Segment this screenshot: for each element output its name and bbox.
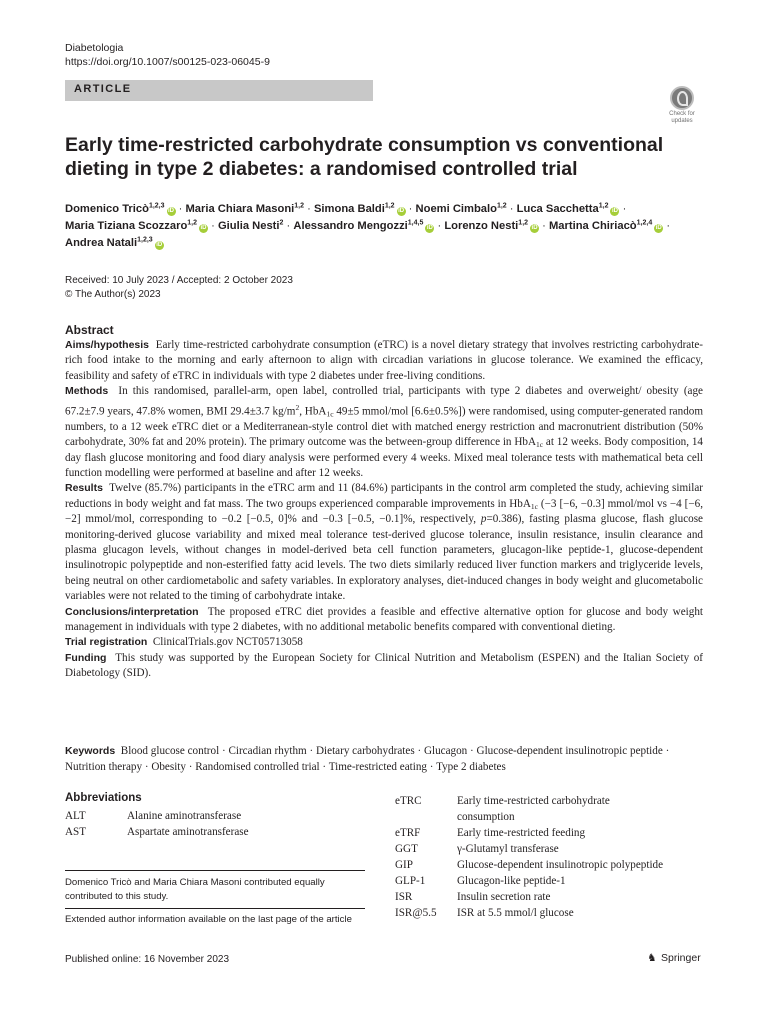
author[interactable] <box>444 220 539 232</box>
abbreviation-definition: Early time-restricted feeding <box>457 827 586 839</box>
author[interactable] <box>517 203 620 215</box>
author-name: Noemi Cimbalo <box>415 203 497 215</box>
methods-sup: 2 <box>295 402 300 412</box>
orcid-icon[interactable]: iD <box>156 242 163 248</box>
orcid-icon[interactable]: iD <box>611 208 618 214</box>
title-line-1: Early time-restricted carbohydrate consumption vs conventional <box>65 134 664 156</box>
abbreviation-definition: γ-Glutamyl transferase <box>457 843 559 855</box>
abstract-trial-registration <box>65 635 703 650</box>
abbreviation-definition: Glucose-dependent insulinotropic polypeptide <box>457 859 664 871</box>
author-list <box>65 201 715 252</box>
abbreviation-term: eTRF <box>395 827 421 839</box>
publisher-logo <box>646 951 701 965</box>
author-separator: · <box>304 203 314 215</box>
article-title <box>65 133 685 181</box>
methods-text-4: at 12 weeks. Body composition, 14 day flash glucose monitoring and food diary analysis were performed every 4 weeks. Mixed meal tolerance tests with mathematical beta cell function modelling were performed at baseline and after 12 weeks. <box>65 436 704 479</box>
results-label: Results <box>65 482 103 495</box>
abstract-methods <box>65 384 703 481</box>
orcid-icon[interactable]: iD <box>426 225 433 231</box>
trial-label: Trial registration <box>65 636 148 649</box>
results-text-1: Twelve (85.7%) participants in the eTRC arm and 11 (84.6%) participants in the control arm completed the study, achieving similar reductions in body weight and fat mass. The two groups experienced comparable improvements in HbA <box>65 482 704 510</box>
springer-horse-icon: ♞ <box>647 952 657 964</box>
funding-text: This study was supported by the European Society for Clinical Nutrition and Metabolism (ESPEN) and the Italian Society of Diabetology (SID). <box>65 651 704 680</box>
orcid-icon[interactable]: iD <box>531 225 538 231</box>
methods-sub-2: 1c <box>536 440 544 450</box>
abbreviation-term: AST <box>65 826 87 838</box>
author-name: Lorenzo Nesti <box>444 220 519 232</box>
author-affiliation: 1,2,3 <box>148 202 165 210</box>
author-name: Martina Chiriacò <box>548 220 637 232</box>
author-name: Giulia Nesti <box>217 220 280 232</box>
author[interactable] <box>549 220 663 232</box>
author-affiliation: 1,2 <box>496 202 507 210</box>
author-name: Alessandro Mengozzi <box>293 220 408 232</box>
abbreviation-term: ISR@5.5 <box>395 907 437 919</box>
keywords <box>65 743 705 775</box>
author[interactable] <box>65 220 208 232</box>
abbreviations-right-column <box>395 793 715 933</box>
journal-name: Diabetologia <box>65 42 124 54</box>
results-sub: 1c <box>530 501 538 511</box>
author-name: Andrea Natali <box>65 237 138 249</box>
abbreviation-definition: Aspartate aminotransferase <box>127 826 249 838</box>
methods-text-2: , HbA <box>299 405 327 418</box>
author-separator: · <box>208 220 218 232</box>
author[interactable] <box>218 220 283 232</box>
copyright-notice: © The Author(s) 2023 <box>65 289 161 300</box>
aims-label: Aims/hypothesis <box>65 339 150 351</box>
author-separator: · <box>283 220 294 232</box>
author-affiliation: 1,2 <box>518 219 529 227</box>
orcid-icon[interactable]: iD <box>398 208 405 214</box>
author-name: Domenico Tricò <box>65 203 149 215</box>
check-updates-text-2: updates <box>671 117 693 124</box>
keywords-text: Blood glucose control · Circadian rhythm · Dietary carbohydrates · Glucagon · Glucose-dependent insulinotropic peptide · Nutrition therapy · Obesity · Randomised controlled trial · Time-restricted eating · Type 2 diabetes <box>65 745 670 773</box>
author-separator: · <box>175 203 186 215</box>
methods-sub-1: 1c <box>326 409 334 419</box>
author-name: Luca Sacchetta <box>516 203 599 215</box>
author-affiliation: 2 <box>279 219 284 227</box>
doi-link[interactable]: https://doi.org/10.1007/s00125-023-06045-9 <box>65 56 270 68</box>
aims-text: Early time-restricted carbohydrate consumption (eTRC) is a novel dietary strategy that involves restricting carbohydrate-rich food intake to the morning and early afternoon to align with circadian variations in glucose tolerance. We examined the efficacy, feasibility and safety of eTRC in individuals with type 2 diabetes under free-living conditions. <box>65 339 703 382</box>
methods-label: Methods <box>65 385 109 398</box>
check-for-updates-badge[interactable] <box>663 86 701 126</box>
abbreviations-heading: Abbreviations <box>65 792 142 804</box>
abbreviation-row <box>395 873 715 889</box>
methods-text-1: In this randomised, parallel-arm, open label, controlled trial, participants with type 2 diabetes and overweight/ obesity (age 67.2±7.9 years, 47.8% women, BMI 29.4±3.7 kg/m <box>65 385 703 418</box>
abbreviation-definition: Glucagon-like peptide-1 <box>457 875 566 887</box>
check-updates-text-1: Check for <box>669 111 695 117</box>
abbreviation-definition: Insulin secretion rate <box>457 891 551 903</box>
author-affiliation: 1,2 <box>598 202 609 210</box>
abstract-aims <box>65 338 703 384</box>
abbreviations-left-column <box>65 808 385 848</box>
abbreviation-row <box>65 824 385 840</box>
author[interactable] <box>65 203 176 215</box>
abbreviation-definition: Early time-restricted carbohydrate consumption <box>457 795 610 823</box>
keywords-label: Keywords <box>65 745 116 757</box>
orcid-icon[interactable]: iD <box>200 225 207 231</box>
footnote-divider <box>65 908 365 909</box>
results-text-3: =0.386), fasting plasma glucose, flash glucose monitoring-derived glucose variability and mixed meal tolerance test-derived glucose tolerance, insulin resistance, insulin clearance and plasma glucagon levels, without changes in model-derived beta cell function parameters, glucagon-like peptide-1, glucose-dependent insulinotropic polypeptide and non-esterified fatty acid levels. The two diets similarly reduced liver function markers and triglyceride levels, being neutral on other cardiometabolic and safety variables. In exploratory analyses, diet-induced changes in body weight and glucometabolic variables were not related to the timing of carbohydrate intake. <box>65 513 703 603</box>
methods-text-3: 49±5 mmol/mol [6.6±0.5%]) were randomised, using computer-generated random numbers, to a 12 week eTRC diet or a Mediterranean-style control diet with matched energy restriction and macronutrient distribution (50% carbohydrate, 30% fat and 20% protein). The primary outcome was the between-group difference in HbA <box>65 405 704 449</box>
abbreviation-row <box>395 889 715 905</box>
author[interactable] <box>416 203 507 215</box>
author-affiliation: 1,2 <box>294 202 305 210</box>
results-p-symbol: p <box>480 513 487 526</box>
author-name: Maria Tiziana Scozzaro <box>65 220 188 232</box>
results-text-2: (−3 [−6, −0.3] mmol/mol vs −4 [−6, −2] mmol/mol, corresponding to −0.2 [−0.5, 0]% and −0.3 [−0.5, −0.1]%, respectively, <box>65 497 704 526</box>
author-name: Simona Baldi <box>313 203 385 215</box>
author-affiliation: 1,2,4 <box>636 219 653 227</box>
author-affiliation: 1,2,3 <box>137 236 153 244</box>
check-updates-icon <box>670 86 694 110</box>
author-separator: · <box>539 220 549 232</box>
trial-text: ClinicalTrials.gov NCT05713058 <box>152 636 303 649</box>
abbreviation-term: ALT <box>65 810 86 822</box>
abstract-body <box>65 338 703 682</box>
orcid-icon[interactable]: iD <box>655 225 662 231</box>
abbreviation-term: GIP <box>395 859 413 871</box>
author[interactable] <box>293 220 434 232</box>
abbreviation-row <box>395 857 715 873</box>
abbreviation-definition: ISR at 5.5 mmol/l glucose <box>457 907 574 919</box>
extended-author-info-note: Extended author information available on the last page of the article <box>65 914 352 925</box>
conclusions-text: The proposed eTRC diet provides a feasible and effective alternative option for glucose and body weight management in individuals with type 2 diabetes, with no additional metabolic benefits compared with conventional dieting. <box>65 605 703 634</box>
abbreviation-row <box>395 905 715 921</box>
author-separator: · <box>663 220 671 232</box>
abbreviation-definition: Alanine aminotransferase <box>127 810 242 822</box>
publisher-name: Springer <box>661 952 701 964</box>
abstract-funding <box>65 651 703 682</box>
abbreviation-row <box>395 841 715 857</box>
title-line-2: dieting in type 2 diabetes: a randomised controlled trial <box>65 158 578 180</box>
author-affiliation: 1,2 <box>384 202 395 210</box>
author-separator: · <box>405 203 416 215</box>
author-separator: · <box>506 203 517 215</box>
author-affiliation: 1,4,5 <box>407 219 424 227</box>
footnote-divider <box>65 870 365 871</box>
article-type-label: ARTICLE <box>74 83 132 95</box>
abstract-heading: Abstract <box>65 323 114 337</box>
author[interactable] <box>185 203 304 215</box>
author-name: Maria Chiara Masoni <box>185 203 295 215</box>
abbreviation-term: ISR <box>395 891 413 903</box>
author[interactable] <box>65 237 164 249</box>
abbreviation-row <box>395 793 715 825</box>
received-accepted-dates: Received: 10 July 2023 / Accepted: 2 October 2023 <box>65 275 293 286</box>
abbreviation-term: GGT <box>395 843 418 855</box>
abbreviation-row <box>65 808 385 824</box>
abstract-conclusions <box>65 605 703 636</box>
orcid-icon[interactable]: iD <box>168 208 175 214</box>
author-separator: · <box>619 203 627 215</box>
article-type-bar <box>65 80 373 101</box>
author[interactable] <box>314 203 406 215</box>
abbreviation-term: eTRC <box>395 795 422 807</box>
abbreviation-term: GLP-1 <box>395 875 426 887</box>
funding-label: Funding <box>65 651 107 664</box>
author-affiliation: 1,2 <box>187 219 198 227</box>
conclusions-label: Conclusions/interpretation <box>65 605 199 618</box>
author-separator: · <box>434 220 445 232</box>
abstract-results <box>65 481 703 604</box>
equal-contribution-footnote: Domenico Tricò and Maria Chiara Masoni contributed equally contributed to this study. <box>65 877 325 902</box>
published-online-date: Published online: 16 November 2023 <box>65 954 229 965</box>
abbreviation-row <box>395 825 715 841</box>
